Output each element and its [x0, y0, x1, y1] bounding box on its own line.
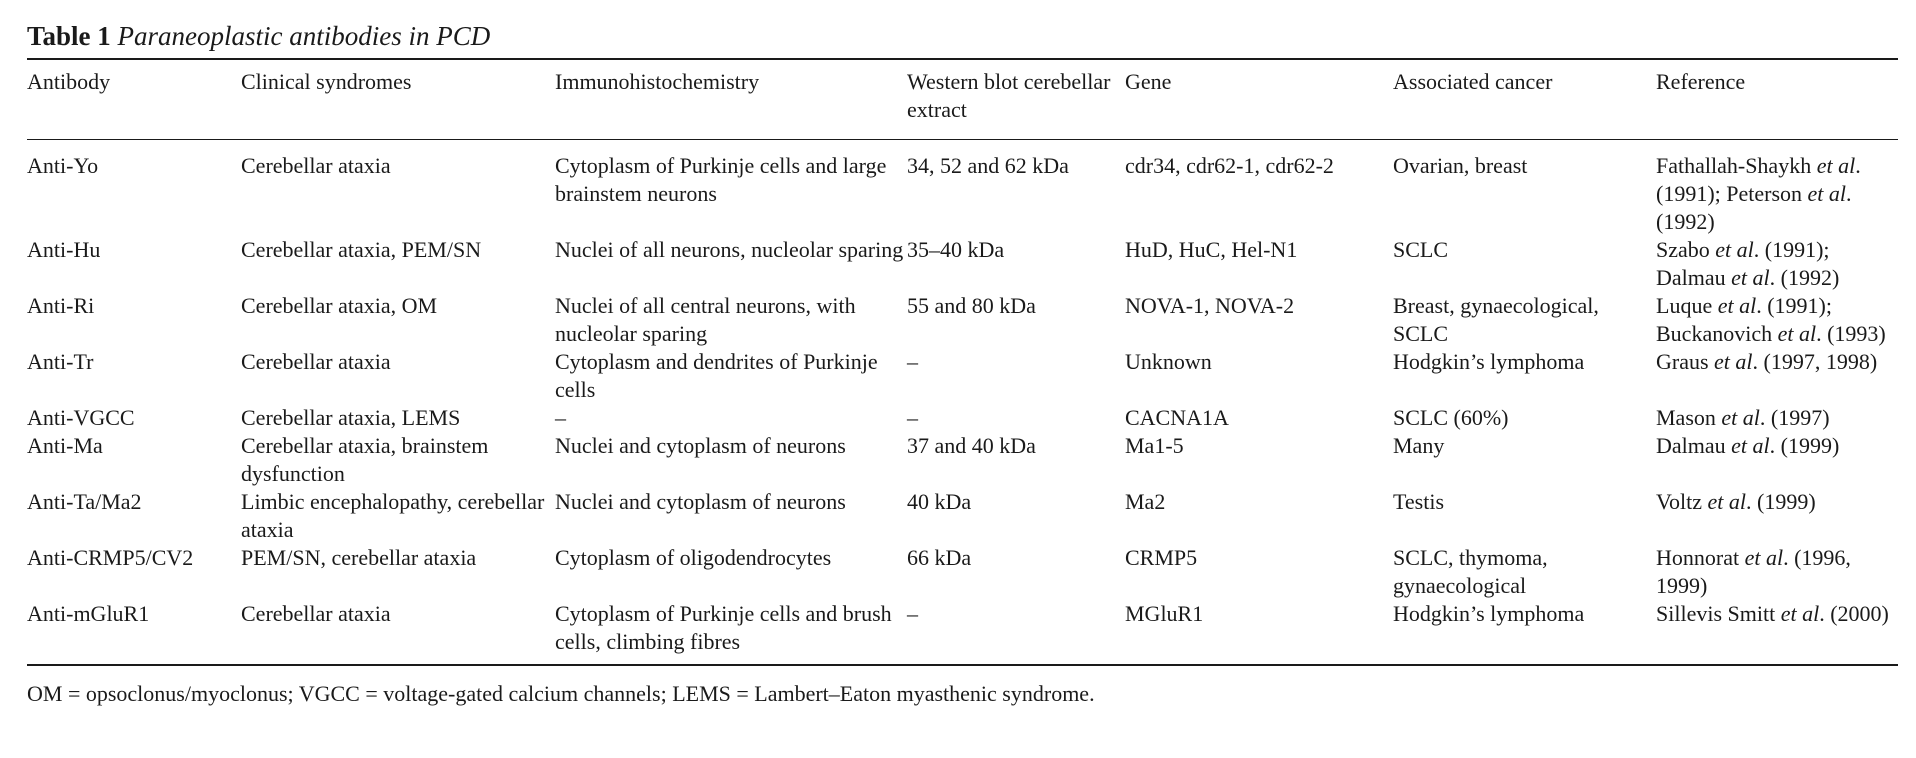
- cell-gene: CRMP5: [1125, 545, 1198, 570]
- cell-clinical-syndromes: PEM/SN, cerebellar ataxia: [241, 545, 477, 570]
- cell-clinical-syndromes: Cerebellar ataxia: [241, 349, 391, 374]
- cell-gene: Ma1-5: [1125, 433, 1184, 458]
- cell-reference: [1656, 432, 1898, 488]
- cell-associated-cancer: Breast, gynaecological, SCLC: [1393, 293, 1599, 346]
- reference-text: . (1999): [1769, 433, 1840, 458]
- cell-immunohistochemistry: Nuclei of all neurons, nucleolar sparing: [555, 237, 904, 262]
- reference-text: Honnorat: [1656, 545, 1745, 570]
- cell-reference: [1656, 236, 1898, 292]
- cell-clinical-syndromes: Cerebellar ataxia, brainstem dysfunction: [241, 433, 489, 486]
- table-header: [27, 60, 1898, 140]
- cell-immunohistochemistry: Nuclei and cytoplasm of neurons: [555, 489, 846, 514]
- header-row: [27, 60, 1898, 139]
- cell-gene: MGluR1: [1125, 601, 1204, 626]
- cell-reference: [1656, 544, 1898, 600]
- cell-clinical-syndromes: Cerebellar ataxia, PEM/SN: [241, 237, 482, 262]
- table-body: [27, 140, 1898, 664]
- cell-antibody: Anti-Tr: [27, 349, 94, 374]
- antibody-table: [27, 60, 1898, 664]
- reference-et-al: et al: [1721, 405, 1760, 430]
- reference-et-al: et al: [1780, 601, 1820, 626]
- cell-clinical-syndromes: Limbic encephalopathy, cerebellar ataxia: [241, 489, 545, 542]
- reference-text: . (1991); Buckanovich: [1656, 293, 1832, 346]
- header-gene: Gene: [1125, 69, 1172, 94]
- cell-antibody: Anti-Hu: [27, 237, 101, 262]
- reference-text: . (1991); Peterson: [1656, 153, 1861, 206]
- cell-western-blot: 35–40 kDa: [907, 237, 1005, 262]
- cell-associated-cancer: Hodgkin’s lymphoma: [1393, 349, 1585, 374]
- header-associated-cancer: Associated cancer: [1393, 69, 1553, 94]
- reference-et-al: et al: [1707, 489, 1747, 514]
- cell-gene: NOVA-1, NOVA-2: [1125, 293, 1295, 318]
- cell-reference: [1656, 348, 1898, 404]
- table-row: [27, 488, 1898, 544]
- cell-associated-cancer: Testis: [1393, 489, 1445, 514]
- reference-text: . (1993): [1816, 321, 1886, 346]
- cell-western-blot: 66 kDa: [907, 545, 972, 570]
- reference-text: Fathallah-Shaykh: [1656, 153, 1817, 178]
- cell-western-blot: 40 kDa: [907, 489, 972, 514]
- cell-reference: [1656, 488, 1898, 544]
- reference-text: . (1992): [1656, 181, 1852, 234]
- cell-associated-cancer: SCLC: [1393, 237, 1449, 262]
- cell-clinical-syndromes: Cerebellar ataxia, OM: [241, 293, 438, 318]
- header-clinical-syndromes: Clinical syndromes: [241, 69, 412, 94]
- table-caption: [27, 20, 1898, 56]
- cell-reference: [1656, 140, 1898, 236]
- cell-immunohistochemistry: Cytoplasm of Purkinje cells and large brainstem neurons: [555, 153, 887, 206]
- cell-immunohistochemistry: Cytoplasm of Purkinje cells and brush cells, climbing fibres: [555, 601, 892, 654]
- cell-associated-cancer: SCLC (60%): [1393, 405, 1509, 430]
- table-footnote: OM = opsoclonus/myoclonus; VGCC = voltage-gated calcium channels; LEMS = Lambert–Eaton myasthenic syndrome.: [27, 681, 1095, 706]
- table-row: [27, 348, 1898, 404]
- reference-text: Luque: [1656, 293, 1718, 318]
- cell-gene: Ma2: [1125, 489, 1166, 514]
- reference-et-al: et al: [1714, 349, 1753, 374]
- reference-et-al: et al: [1777, 321, 1817, 346]
- reference-text: Dalmau: [1656, 433, 1732, 458]
- header-immunohistochemistry: Immunohistochemistry: [555, 69, 760, 94]
- cell-antibody: Anti-Ma: [27, 433, 103, 458]
- reference-text: . (1997): [1759, 405, 1830, 430]
- header-reference: Reference: [1656, 69, 1746, 94]
- reference-text: Mason: [1656, 405, 1722, 430]
- reference-text: . (1996, 1999): [1656, 545, 1851, 598]
- cell-reference: [1656, 600, 1898, 664]
- reference-et-al: et al: [1816, 153, 1856, 178]
- table-bottom-rule: [27, 664, 1898, 666]
- cell-antibody: Anti-Ri: [27, 293, 95, 318]
- cell-immunohistochemistry: Nuclei and cytoplasm of neurons: [555, 433, 846, 458]
- reference-et-al: et al: [1731, 433, 1770, 458]
- cell-western-blot: 34, 52 and 62 kDa: [907, 153, 1069, 178]
- cell-western-blot: 55 and 80 kDa: [907, 293, 1036, 318]
- cell-gene: HuD, HuC, Hel-N1: [1125, 237, 1298, 262]
- cell-immunohistochemistry: Nuclei of all central neurons, with nucleolar sparing: [555, 293, 856, 346]
- reference-text: . (1999): [1746, 489, 1816, 514]
- reference-et-al: et al: [1715, 237, 1754, 262]
- reference-text: Graus: [1656, 349, 1715, 374]
- table-row: [27, 600, 1898, 664]
- table-figure: [27, 20, 1898, 708]
- reference-et-al: et al: [1717, 293, 1757, 318]
- cell-clinical-syndromes: Cerebellar ataxia: [241, 601, 391, 626]
- table-row: [27, 432, 1898, 488]
- cell-associated-cancer: Ovarian, breast: [1393, 153, 1528, 178]
- reference-text: . (1991); Dalmau: [1656, 237, 1830, 290]
- cell-associated-cancer: SCLC, thymoma, gynaecological: [1393, 545, 1548, 598]
- reference-text: Voltz: [1656, 489, 1708, 514]
- cell-reference: [1656, 292, 1898, 348]
- cell-immunohistochemistry: Cytoplasm and dendrites of Purkinje cells: [555, 349, 878, 402]
- table-row: [27, 236, 1898, 292]
- header-western-blot: Western blot cerebellar extract: [907, 69, 1111, 122]
- header-antibody: Antibody: [27, 69, 111, 94]
- reference-et-al: et al: [1731, 265, 1770, 290]
- table-row: [27, 404, 1898, 432]
- cell-western-blot: –: [907, 601, 918, 626]
- reference-text: . (2000): [1819, 601, 1889, 626]
- cell-western-blot: –: [907, 349, 918, 374]
- reference-text: Sillevis Smitt: [1656, 601, 1781, 626]
- reference-et-al: et al: [1744, 545, 1784, 570]
- reference-et-al: et al: [1807, 181, 1847, 206]
- cell-antibody: Anti-VGCC: [27, 405, 135, 430]
- cell-immunohistochemistry: Cytoplasm of oligodendrocytes: [555, 545, 832, 570]
- cell-clinical-syndromes: Cerebellar ataxia: [241, 153, 391, 178]
- cell-reference: [1656, 404, 1898, 432]
- cell-gene: CACNA1A: [1125, 405, 1229, 430]
- reference-text: Szabo: [1656, 237, 1716, 262]
- cell-antibody: Anti-Ta/Ma2: [27, 489, 142, 514]
- table-row: [27, 292, 1898, 348]
- reference-text: . (1992): [1769, 265, 1840, 290]
- cell-antibody: Anti-CRMP5/CV2: [27, 545, 194, 570]
- cell-immunohistochemistry: –: [555, 405, 566, 430]
- cell-antibody: Anti-mGluR1: [27, 601, 150, 626]
- cell-clinical-syndromes: Cerebellar ataxia, LEMS: [241, 405, 461, 430]
- cell-antibody: Anti-Yo: [27, 153, 99, 178]
- table-caption-label: Table 1: [27, 21, 111, 51]
- cell-gene: cdr34, cdr62-1, cdr62-2: [1125, 153, 1334, 178]
- table-row: [27, 544, 1898, 600]
- cell-gene: Unknown: [1125, 349, 1212, 374]
- cell-western-blot: –: [907, 405, 918, 430]
- cell-associated-cancer: Many: [1393, 433, 1445, 458]
- cell-western-blot: 37 and 40 kDa: [907, 433, 1036, 458]
- cell-associated-cancer: Hodgkin’s lymphoma: [1393, 601, 1585, 626]
- reference-text: . (1997, 1998): [1752, 349, 1878, 374]
- table-row: [27, 140, 1898, 236]
- table-caption-title: Paraneoplastic antibodies in PCD: [117, 21, 491, 51]
